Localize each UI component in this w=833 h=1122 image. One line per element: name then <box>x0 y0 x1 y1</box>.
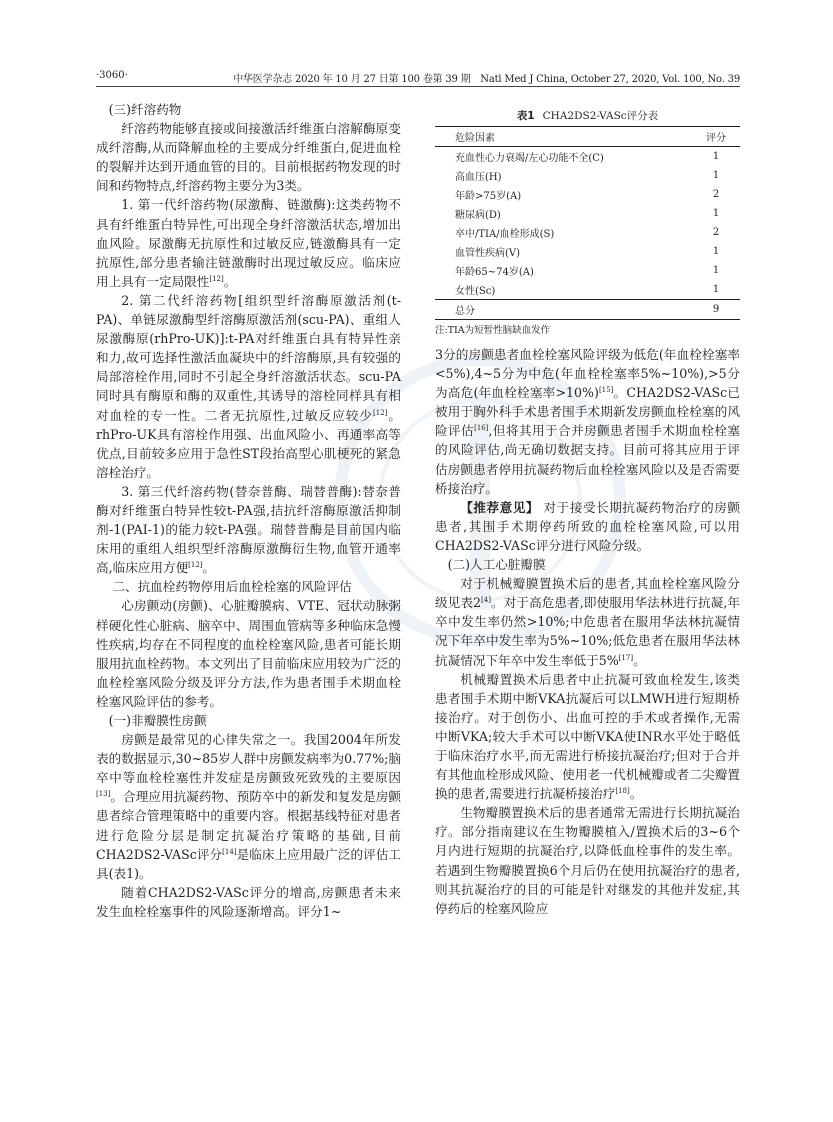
score-cell: 2 <box>712 227 720 238</box>
recommendation-paragraph: 【推荐意见】 对于接受长期抗凝药物治疗的房颤患者,其围手术期停药所致的血栓栓塞风险,可以用CHA2DS2-VASc评分进行风险分级。 <box>435 499 741 553</box>
column-header-score: 评分 <box>706 133 726 144</box>
paragraph: 随着CHA2DS2-VASc评分的增高,房颤患者未来发生血栓栓塞事件的风险逐渐增高。评分1~ <box>96 884 401 919</box>
table-title: CHA2DS2-VASc评分表 <box>542 110 659 122</box>
page-number: ·3060· <box>96 70 128 81</box>
citation-ref: [4] <box>481 596 491 605</box>
factor-cell: 糖尿病(D) <box>455 210 501 221</box>
factor-cell: 年龄>75岁(A) <box>455 191 522 202</box>
table-note: 注:TIA为短暂性脑缺血发作 <box>435 325 551 336</box>
right-column <box>435 345 740 918</box>
paragraph: 心房颤动(房颤)、心脏瓣膜病、VTE、冠状动脉粥样硬化性心脏病、脑卒中、周围血管病等多种临床急慢性疾病,均存在不同程度的血栓栓塞风险,患者可能长期服用抗血栓药物。本文列出了目前临床应用较为广泛的血栓栓塞风险分级及评分方法,作为患者围手术期血栓栓塞风险评估的参考。 <box>96 598 401 709</box>
table-label: 表1 <box>516 110 535 122</box>
citation-ref: [14] <box>222 847 237 856</box>
paragraph: 3分的房颤患者血栓栓塞风险评级为低危(年血栓栓塞率<5%),4~5分为中危(年血栓栓塞率5%~10%),>5分为高危(年血栓栓塞率>10%)[15]。CHA2DS2-VASc已被用于胸外科手术患者围手术期新发房颤血栓栓塞的风险评估[16],但将其用于合并房颤患者围手术期血栓栓塞的风险评估,尚无确切数据支持。目前可将其应用于评估房颤患者停用抗凝药物后血栓栓塞风险以及是否需要桥接治疗。 <box>435 347 740 496</box>
table-header-row <box>435 127 740 147</box>
paragraph: 2. 第二代纤溶药物[组织型纤溶酶原激活剂(t-PA)、单链尿激酶型纤溶酶原激活剂(scu-PA)、重组人尿激酶原(rhPro-UK)]:t-PA对纤维蛋白具有特异性亲和力,故可选择性激活血凝块中的纤溶酶原,具有较强的局部溶栓作用,同时不引起全身纤溶激活状态。scu-PA同时具有酶原和酶的双重性,其诱导的溶栓同样具有相对血栓的专一性。二者无抗原性,过敏反应较少[12]。rhPro-UK具有溶栓作用强、出血风险小、再通率高等优点,目前较多应用于急性ST段抬高型心肌梗死的紧急溶栓治疗。 <box>96 292 401 480</box>
table-caption <box>435 108 740 123</box>
total-label: 总分 <box>455 306 475 317</box>
paragraph: 机械瓣置换术后患者中止抗凝可致血栓发生,该类患者围手术期中断VKA抗凝后可以LMWH进行短期桥接治疗。对于创伤小、出血可控的手术或者操作,无需中断VKA;较大手术可以中断VKA使INR水平处于略低于临床治疗水平,而无需进行桥接抗凝治疗;但对于合并有其他血栓形成风险、使用老一代机械瓣或者二尖瓣置换的患者,需要进行抗凝桥接治疗[18]。 <box>435 671 740 802</box>
score-cell: 1 <box>712 265 720 276</box>
factor-cell: 年龄65~74岁(A) <box>455 267 534 278</box>
score-cell: 1 <box>712 246 720 257</box>
citation-ref: [12] <box>373 408 388 417</box>
paragraph: 房颤是最常见的心律失常之一。我国2004年所发表的数据显示,30~85岁人群中房颤发病率为0.77%;脑卒中等血栓栓塞性并发症是房颤致死致残的主要原因[13]。合理应用抗凝药物、预防卒中的新发和复发是房颤患者综合管理策略中的重要内容。根据基线特征对患者进行危险分层是制定抗凝治疗策略的基础,目前CHA2DS2-VASc评分[14]是临床上应用最广泛的评估工具(表1)。 <box>96 732 401 881</box>
subsection-heading-valves: (二)人工心脏瓣膜 <box>447 557 546 573</box>
paragraph: 生物瓣膜置换术后的患者通常无需进行长期抗凝治疗。部分指南建议在生物瓣膜植入/置换术后的3~6个月内进行短期的抗凝治疗,以降低血栓事件的发生率。若遇到生物瓣膜置换6个月后仍在使用抗凝治疗的患者,则其抗凝治疗的目的可能是针对继发的其他并发症,其停药后的栓塞风险应 <box>435 805 740 916</box>
left-column <box>96 100 401 921</box>
citation-ref: [13] <box>96 790 111 799</box>
table-total-row <box>435 300 740 320</box>
section-heading-risk-assessment: 二、抗血栓药物停用后血栓栓塞的风险评估 <box>112 579 352 595</box>
subsection-heading-af: (一)非瓣膜性房颤 <box>108 713 207 728</box>
table-row <box>435 147 740 167</box>
score-cell: 1 <box>712 151 720 162</box>
paragraph: 3. 第三代纤溶药物(替奈普酶、瑞替普酶):替奈普酶对纤维蛋白特异性较t-PA强,拮抗纤溶酶原激活抑制剂-1(PAI-1)的能力较t-PA强。瑞替普酶是目前国内临床用的重组人组织型纤溶酶原激酶衍生物,血管开通率高,临床应用方便[12]。 <box>96 483 401 576</box>
paragraph: 1. 第一代纤溶药物(尿激酶、链激酶):这类药物不具有纤维蛋白特异性,可出现全身纤溶激活状态,增加出血风险。尿激酶无抗原性和过敏反应,链激酶具有一定抗原性,部分患者输注链激酶时出现过敏反应。临床应用上具有一定局限性[12]。 <box>96 197 401 289</box>
running-header <box>96 70 740 87</box>
recommendation-label: 【推荐意见】 <box>460 499 539 515</box>
table-row <box>435 204 740 223</box>
citation-ref: [16] <box>474 424 489 433</box>
score-cell: 1 <box>712 170 720 181</box>
table-row <box>435 166 740 185</box>
table-row <box>435 261 740 280</box>
table-row <box>435 242 740 261</box>
table-row <box>435 280 740 300</box>
journal-citation: 中华医学杂志 2020 年 10 月 27 日第 100 卷第 39 期 Natl Med J China, October 27, 2020, Vol. 100, No. 39 <box>233 74 740 85</box>
factor-cell: 高血压(H) <box>455 172 502 183</box>
paragraph: 对于机械瓣膜置换术后的患者,其血栓栓塞风险分级见表2[4]。对于高危患者,即使服用华法林进行抗凝,年卒中发生率仍然>10%;中危患者在服用华法林抗凝情况下年卒中发生率为5%~10%;低危患者在服用华法林抗凝情况下年卒中发生率低于5%[17]。 <box>435 576 740 668</box>
factor-cell: 充血性心力衰竭/左心功能不全(C) <box>455 153 604 164</box>
score-cell: 1 <box>712 208 720 219</box>
table-row <box>435 223 740 242</box>
citation-ref: [12] <box>188 561 203 570</box>
citation-ref: [12] <box>209 274 224 283</box>
paragraph: 纤溶药物能够直接或间接激活纤维蛋白溶解酶原变成纤溶酶,从而降解血栓的主要成分纤维蛋白,促进血栓的裂解并达到开通血管的目的。目前根据药物发现的时间和药物特点,纤溶药物主要分为3类。 <box>96 121 401 194</box>
score-cell: 1 <box>712 284 720 295</box>
citation-ref: [17] <box>618 653 634 662</box>
factor-cell: 血管性疾病(V) <box>455 248 521 259</box>
score-cell: 2 <box>712 189 720 200</box>
factor-cell: 女性(Sc) <box>455 286 496 297</box>
total-score: 9 <box>712 304 720 315</box>
column-header-factor: 危险因素 <box>455 133 495 144</box>
cha2ds2-vasc-table <box>435 126 740 320</box>
factor-cell: 卒中/TIA/血栓形成(S) <box>455 229 555 240</box>
citation-ref: [18] <box>615 786 630 795</box>
section-heading-thrombolytics: (三)纤溶药物 <box>108 102 182 117</box>
citation-ref: [15] <box>598 386 614 394</box>
table-row <box>435 185 740 204</box>
